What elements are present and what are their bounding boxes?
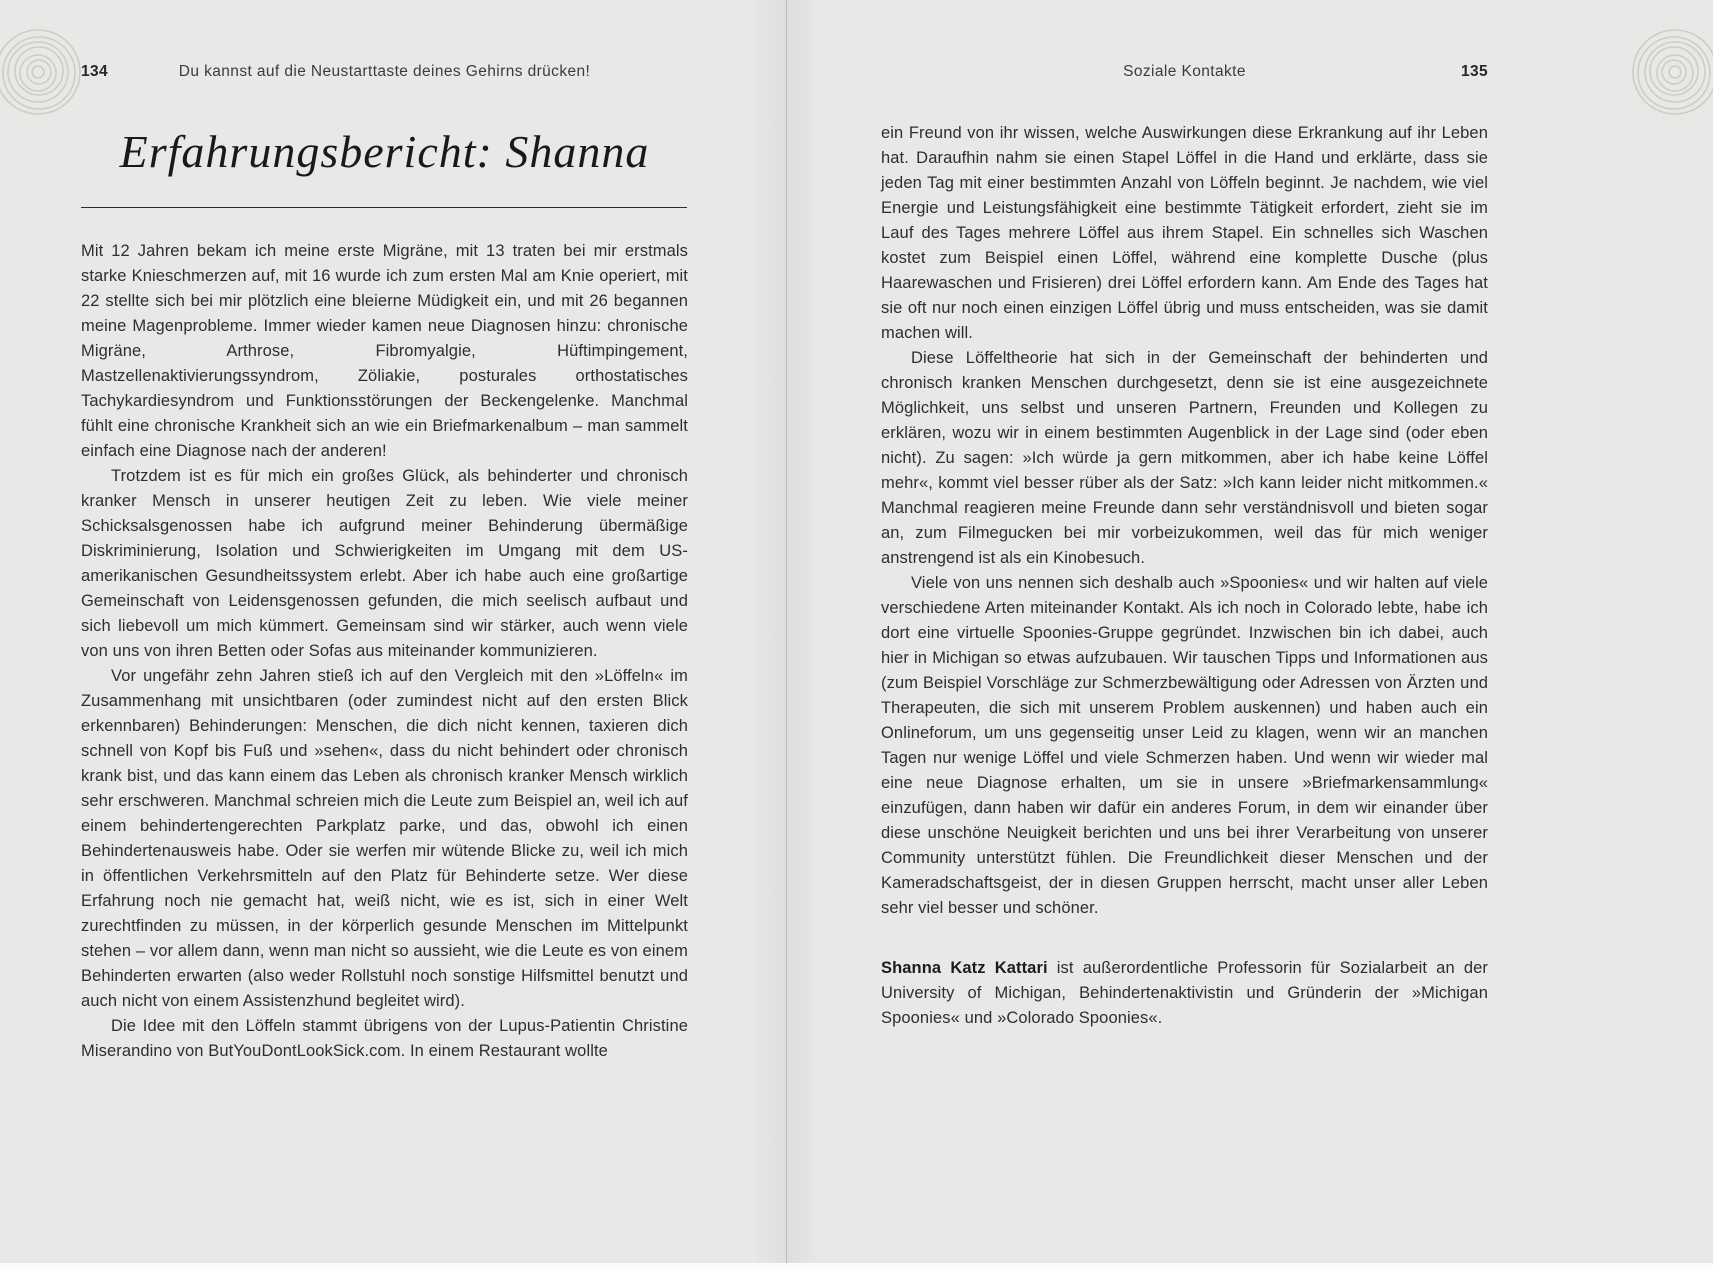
paragraph: Die Idee mit den Löffeln stammt übrigens von der Lupus-Patientin Christine Miserandino von ButYouDontLookSick.com. In einem Restaurant wollte xyxy=(81,1017,688,1060)
left-page-body xyxy=(81,239,688,1064)
gutter-divider xyxy=(786,0,787,1270)
author-name: Shanna Katz Kattari xyxy=(881,959,1048,977)
right-running-header-text: Soziale Kontakte xyxy=(1123,63,1246,80)
left-running-header xyxy=(81,63,688,81)
right-running-header xyxy=(881,63,1488,81)
chapter-title-block xyxy=(81,126,688,179)
right-page-body xyxy=(881,121,1488,921)
spiral-ornament-left-icon xyxy=(0,24,88,120)
left-page-number: 134 xyxy=(81,63,109,80)
paragraph: Mit 12 Jahren bekam ich meine erste Migräne, mit 13 traten bei mir erstmals starke Knieschmerzen auf, mit 16 wurde ich zum ersten Mal am Knie operiert, mit 22 stellte sich bei mir plötzlich eine bleierne Müdigkeit ein, und mit 26 begannen meine Magenprobleme. Immer wieder kamen neue Diagnosen hinzu: chronische Migräne, Arthrose, Fibromyalgie, Hüftimpingement, Mastzellenaktivierungssyndrom, Zöliakie, posturales orthostatisches Tachykardiesyndrom und Funktionsstörungen der Beckengelenke. Manchmal fühlt eine chronische Krankheit sich an wie ein Briefmarkenalbum – man sammelt einfach eine Diagnose nach der anderen! xyxy=(81,242,688,460)
left-running-header-text: Du kannst auf die Neustarttaste deines Gehirns drücken! xyxy=(178,63,591,80)
paragraph: ein Freund von ihr wissen, welche Auswirkungen diese Erkrankung auf ihr Leben hat. Daraufhin nahm sie einen Stapel Löffel in die Hand und erklärte, dass sie jeden Tag mit einer bestimmten Anzahl von Löffeln beginnt. Je nachdem, wie viel Energie und Leistungsfähigkeit eine bestimmte Tätigkeit erfordert, zieht sie im Lauf des Tages mehrere Löffel aus ihrem Stapel. Ein schnelles sich Waschen kostet zum Beispiel einen Löffel, während eine komplette Dusche (plus Haarewaschen und Frisieren) drei Löffel erfordern kann. Am Ende des Tages hat sie oft nur noch einen einzigen Löffel übrig und muss entscheiden, was sie damit machen will. xyxy=(881,124,1488,342)
spiral-ornament-right-icon xyxy=(1625,24,1713,120)
paragraph: Viele von uns nennen sich deshalb auch »Spoonies« und wir halten auf viele verschiedene Arten miteinander Kontakt. Als ich noch in Colorado lebte, habe ich dort eine virtuelle Spoonies-Gruppe gegründet. Inzwischen bin ich dabei, auch hier in Michigan so etwas aufzubauen. Wir tauschen Tipps und Informationen aus (zum Beispiel Vorschläge zur Schmerzbewältigung oder Adressen von Ärzten und Therapeuten, die sich mit unserem Problem auskennen) und haben auch ein Onlineforum, um uns gegenseitig unser Leid zu klagen, wenn wir an manchen Tagen nur wenige Löffel und viele Schmerzen haben. Und wenn wir wieder mal eine neue Diagnose erhalten, um sie in unsere »Briefmarkensammlung« einzufügen, dann haben wir dafür ein anderes Forum, in dem wir einander über diese unschöne Neuigkeit berichten und uns bei ihrer Verarbeitung von unserer Community unterstützt fühlen. Die Freundlichkeit dieser Menschen und der Kameradschaftsgeist, der in diesen Gruppen herrscht, macht unser aller Leben sehr viel besser und schöner. xyxy=(881,574,1488,917)
author-bio xyxy=(881,956,1488,1031)
paragraph: Diese Löffeltheorie hat sich in der Gemeinschaft der behinderten und chronisch kranken Menschen durchgesetzt, denn sie ist eine ausgezeichnete Möglichkeit, uns selbst und unseren Partnern, Freunden und Kollegen zu erklären, wozu wir in einem bestimmten Augenblick in der Lage sind (oder eben nicht). Zu sagen: »Ich würde ja gern mitkommen, aber ich habe keine Löffel mehr«, kommt viel besser rüber als der Satz: »Ich kann leider nicht mitkommen.« Manchmal reagieren meine Freunde dann sehr verständnisvoll und bieten sogar an, zum Filmegucken bei mir vorbeizukommen, weil das für mich weniger anstrengend ist als ein Kinobesuch. xyxy=(881,349,1488,567)
author-bio-text: ist außerordentliche Professorin für Sozialarbeit an der University of Michigan, Behindertenaktivistin und Gründerin der »Michigan Spoonies« und »Colorado Spoonies«. xyxy=(881,959,1488,1027)
right-page-number: 135 xyxy=(1460,63,1488,80)
title-rule xyxy=(81,207,687,208)
paragraph: Vor ungefähr zehn Jahren stieß ich auf den Vergleich mit den »Löffeln« im Zusammenhang mit unsichtbaren (oder zumindest nicht auf den ersten Blick erkennbaren) Behinderungen: Menschen, die dich nicht kennen, taxieren dich schnell von Kopf bis Fuß und »sehen«, dass du nicht behindert oder chronisch krank bist, und das kann einem das Leben als chronisch kranker Mensch wirklich sehr erschweren. Manchmal schreien mich die Leute zum Beispiel an, weil ich auf einem behindertengerechten Parkplatz parke, und das, obwohl ich einen Behindertenausweis habe. Oder sie werfen mir wütende Blicke zu, weil ich mich in öffentlichen Verkehrsmitteln auf den Platz für Behinderte setze. Wer diese Erfahrung noch nie gemacht hat, weiß nicht, wie es ist, sich in einer Welt zurechtfinden zu müssen, in der körperlich gesunde Menschen im Mittelpunkt stehen – vor allem dann, wenn man nicht so aussieht, wie die Leute es von einem Behinderten erwarten (also weder Rollstuhl noch sonstige Hilfsmittel benutzt und auch nicht von einem Assistenzhund begleitet wird). xyxy=(81,667,688,1010)
paragraph: Trotzdem ist es für mich ein großes Glück, als behinderter und chronisch kranker Mensch in unserer heutigen Zeit zu leben. Wie viele meiner Schicksalsgenossen habe ich aufgrund meiner Behinderung übermäßige Diskriminierung, Isolation und Schwierigkeiten im Umgang mit dem US-amerikanischen Gesundheitssystem erlebt. Aber ich habe auch eine großartige Gemeinschaft von Leidensgenossen gefunden, die mich seelisch aufbaut und sich liebevoll um mich kümmert. Gemeinsam sind wir stärker, auch wenn viele von uns von ihren Betten oder Sofas aus miteinander kommunizieren. xyxy=(81,467,688,660)
bottom-edge xyxy=(0,1263,1713,1270)
chapter-title: Erfahrungsbericht: Shanna xyxy=(119,126,650,177)
page-gutter-shade xyxy=(752,0,822,1270)
